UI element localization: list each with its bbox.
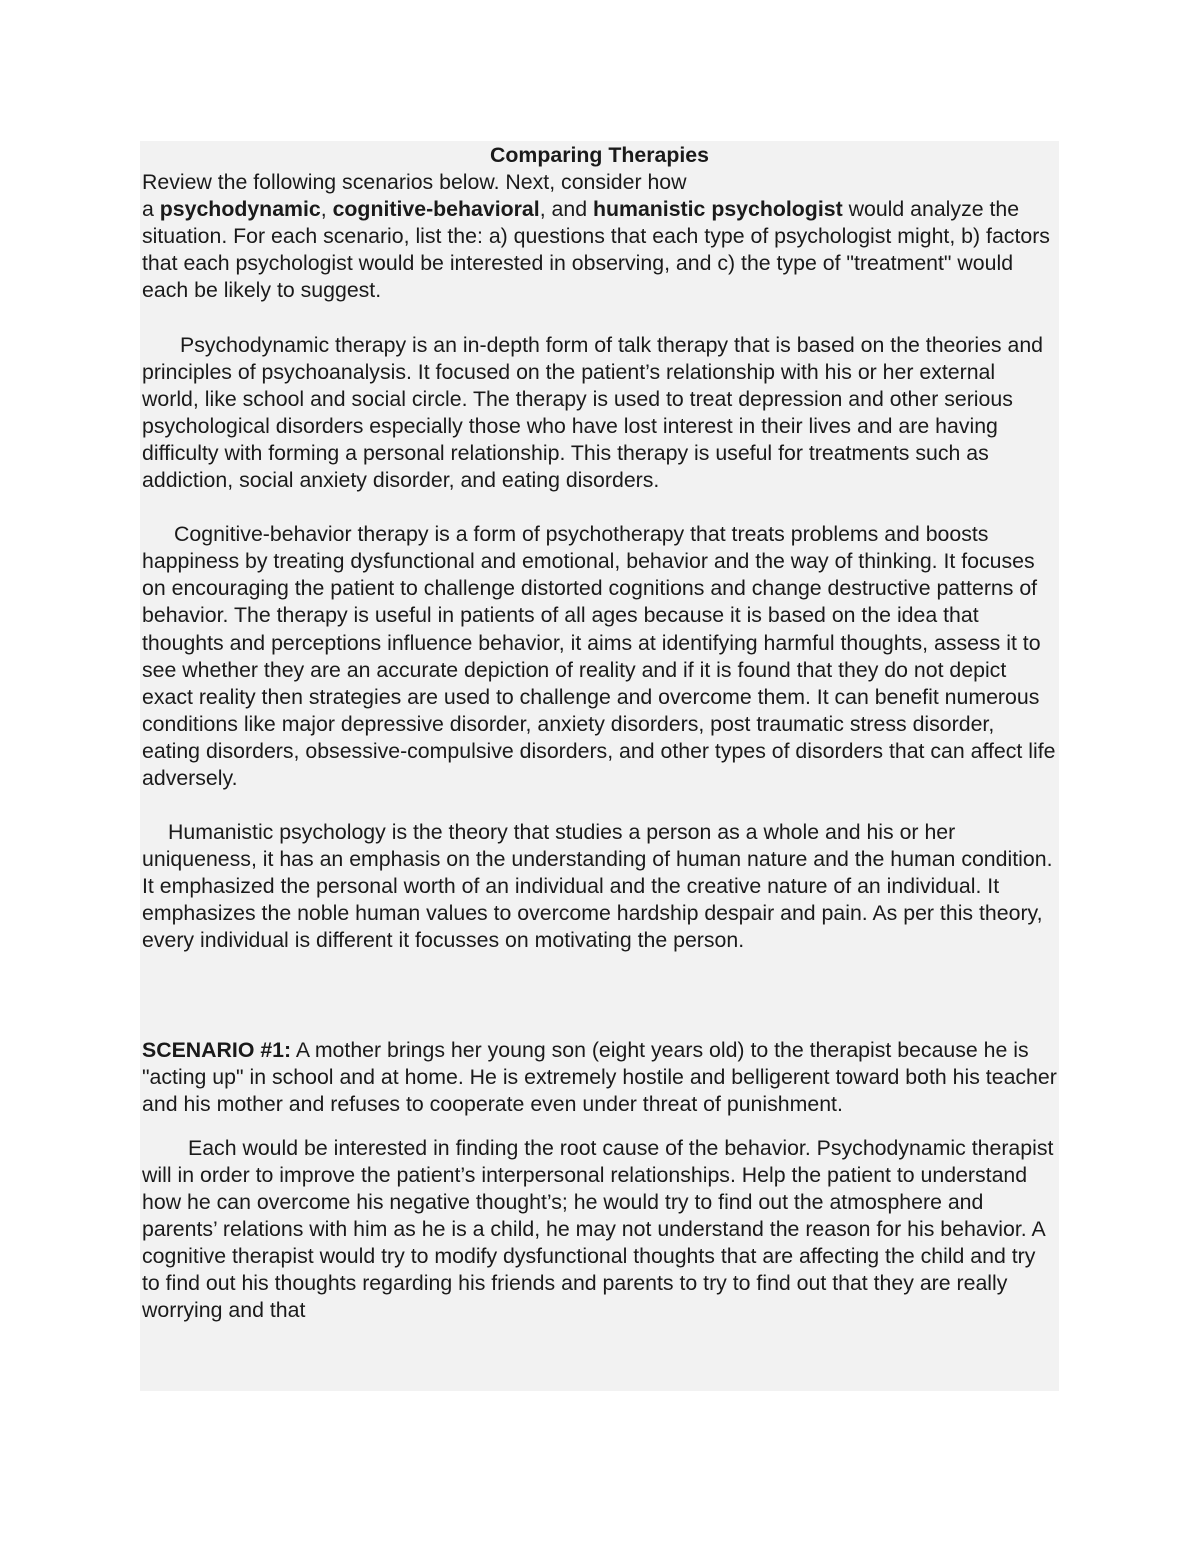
term-humanistic-psychologist: humanistic psychologist (592, 197, 843, 222)
intro-a: a (142, 197, 160, 222)
cognitive-paragraph: Cognitive-behavior therapy is a form of psychotherapy that treats problems and boosts happiness by treating dysfunctional and emotional, behavior and the way of thinking. It focuses on encouraging the patient to challenge distorted cognitions and change destructive patterns of behavior. The therapy is useful in patients of all ages because it is based on the idea that thoughts and perceptions influence behavior, it aims at identifying harmful thoughts, assess it to see whether they are an accurate depiction of reality and if it is found that they do not depict exact reality then strategies are used to challenge and overcome them. It can benefit numerous conditions like major depressive disorder, anxiety disorders, post traumatic stress disorder, eating disorders, obsessive-compulsive disorders, and other types of disorders that can affect life adversely. (142, 522, 1056, 790)
document-page (140, 141, 1059, 1391)
intro-rest: would analyze the situation. For each scenario, list the: a) questions that each type of psychologist might, b) factors that each psychologist would be interested in observing, and c) the type of "treatment" would each be likely to suggest. (142, 197, 1050, 303)
document-title: Comparing Therapies (490, 143, 709, 167)
term-psychodynamic: psychodynamic (159, 197, 321, 222)
intro-sep1: , (320, 197, 333, 222)
intro-paragraph (140, 169, 1059, 304)
psychodynamic-paragraph: Psychodynamic therapy is an in-depth form of talk therapy that is based on the theories and principles of psychoanalysis. It focused on the patient’s relationship with his or her external world, like school and social circle. The therapy is used to treat depression and other serious psychological disorders especially those who have lost interest in their lives and are having difficulty with forming a personal relationship. This therapy is useful for treatments such as addiction, social anxiety disorder, and eating disorders. (142, 332, 1044, 493)
intro-line1: Review the following scenarios below. Next, consider how (142, 170, 687, 195)
scenario-1-text: A mother brings her young son (eight years old) to the therapist because he is "acting up" in school and at home. He is extremely hostile and belligerent toward both his teacher and his mother and refuses to cooperate even under threat of punishment. (142, 1037, 1057, 1116)
term-cognitive-behavioral: cognitive-behavioral (332, 197, 540, 222)
intro-sep2: , and (539, 197, 593, 222)
scenario-1-label: SCENARIO #1: (142, 1037, 292, 1062)
humanistic-paragraph: Humanistic psychology is the theory that studies a person as a whole and his or her uniqueness, it has an emphasis on the understanding of human nature and the human condition. It emphasized the personal worth of an individual and the creative nature of an individual. It emphasizes the noble human values to overcome hardship despair and pain. As per this theory, every individual is different it focusses on motivating the person. (142, 820, 1053, 953)
scenario-1-answer: Each would be interested in finding the root cause of the behavior. Psychodynamic therapist will in order to improve the patient’s interpersonal relationships. Help the patient to understand how he can overcome his negative thought’s; he would try to find out the atmosphere and parents’ relations with him as he is a child, he may not understand the reason for his behavior. A cognitive therapist would try to modify dysfunctional thoughts that are affecting the child and try to find out his thoughts regarding his friends and parents to try to find out that they are really worrying and that (142, 1135, 1054, 1323)
scenario-1-paragraph (140, 1037, 1059, 1118)
